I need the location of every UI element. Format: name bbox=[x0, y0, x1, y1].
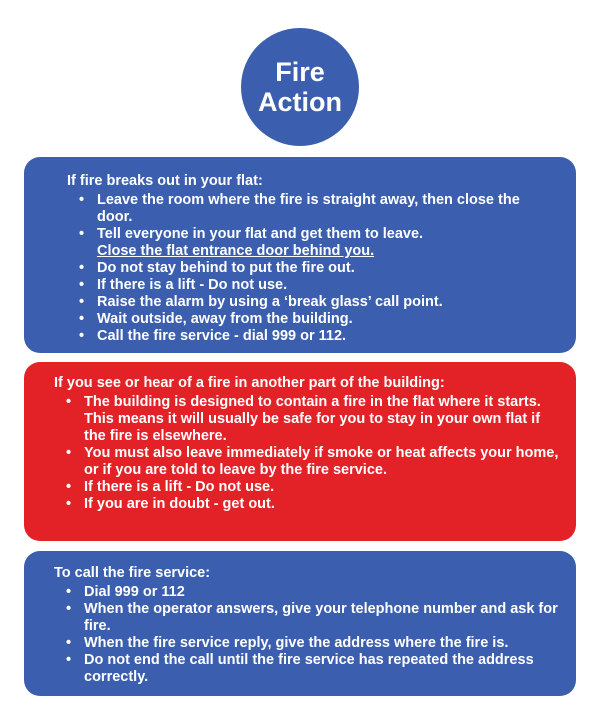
list-item: • Raise the alarm by using a ‘break glass’ call point. bbox=[67, 294, 556, 311]
list-item: • The building is designed to contain a fire in the flat where it starts. This means it will usually be safe for you to stay in your own flat if the fire is elsewhere. bbox=[54, 394, 562, 445]
list-item: • Call the fire service - dial 999 or 112. bbox=[67, 328, 556, 345]
building-fire-list bbox=[54, 394, 562, 513]
list-item: • Dial 999 or 112 bbox=[54, 584, 562, 601]
flat-fire-heading: If fire breaks out in your flat: bbox=[67, 173, 263, 189]
list-item: • Wait outside, away from the building. bbox=[67, 311, 556, 328]
flat-fire-list bbox=[67, 192, 556, 345]
list-item: • Tell everyone in your flat and get them to leave. Close the flat entrance door behind you. bbox=[67, 226, 556, 260]
title-line-2: Action bbox=[258, 87, 342, 117]
list-item: • Do not stay behind to put the fire out. bbox=[67, 260, 556, 277]
building-fire-heading: If you see or hear of a fire in another part of the building: bbox=[54, 375, 445, 391]
title-line-1: Fire bbox=[275, 57, 325, 87]
list-item: • When the fire service reply, give the address where the fire is. bbox=[54, 635, 562, 652]
flat-fire-panel bbox=[24, 157, 576, 353]
call-fire-service-heading: To call the fire service: bbox=[54, 565, 211, 581]
list-item: • When the operator answers, give your telephone number and ask for fire. bbox=[54, 601, 562, 635]
building-fire-panel bbox=[24, 362, 576, 541]
list-item: • If there is a lift - Do not use. bbox=[67, 277, 556, 294]
fire-action-badge bbox=[241, 28, 359, 146]
call-fire-service-panel bbox=[24, 551, 576, 696]
item-note: This means it will usually be safe for you to stay in your own flat if the fire is elsewhere. bbox=[84, 411, 541, 444]
underlined-note: Close the flat entrance door behind you. bbox=[97, 243, 375, 259]
list-item: • Leave the room where the fire is straight away, then close the door. bbox=[67, 192, 556, 226]
list-item: • Do not end the call until the fire service has repeated the address correctly. bbox=[54, 652, 562, 686]
list-item: • You must also leave immediately if smoke or heat affects your home, or if you are told to leave by the fire service. bbox=[54, 445, 562, 479]
call-fire-service-list bbox=[54, 584, 562, 686]
list-item: • If you are in doubt - get out. bbox=[54, 496, 562, 513]
list-item: • If there is a lift - Do not use. bbox=[54, 479, 562, 496]
